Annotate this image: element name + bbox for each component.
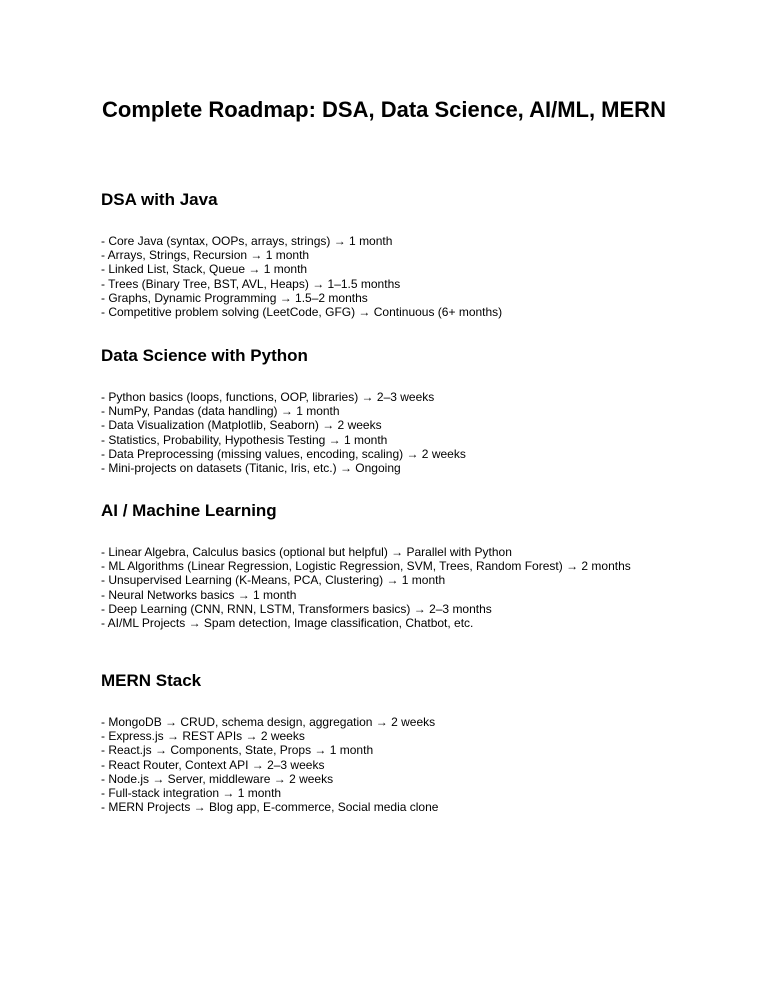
list-item: - Linked List, Stack, Queue → 1 month	[101, 262, 308, 277]
roadmap-list	[101, 545, 661, 630]
section-heading: AI / Machine Learning	[101, 501, 277, 520]
roadmap-list	[101, 715, 661, 814]
list-item: - Python basics (loops, functions, OOP, libraries) → 2–3 weeks	[101, 390, 435, 404]
list-item: - Graphs, Dynamic Programming → 1.5–2 months	[101, 290, 368, 305]
roadmap-list	[101, 390, 661, 475]
list-item: - Data Visualization (Matplotlib, Seaborn) → 2 weeks	[101, 418, 382, 433]
list-item: - Linear Algebra, Calculus basics (optional but helpful) → Parallel with Python	[101, 545, 512, 559]
list-item: - Express.js → REST APIs → 2 weeks	[101, 729, 305, 744]
list-item: - Full-stack integration → 1 month	[101, 786, 282, 801]
list-item: - Node.js → Server, middleware → 2 weeks	[101, 771, 334, 786]
section-dsa-with-java	[101, 190, 661, 319]
list-item: - Mini-projects on datasets (Titanic, Iris, etc.) → Ongoing	[101, 461, 401, 476]
section-heading: Data Science with Python	[101, 346, 308, 365]
section-ai-machine-learning	[101, 501, 661, 630]
list-item: - MongoDB → CRUD, schema design, aggregation → 2 weeks	[101, 715, 436, 729]
list-item: - Neural Networks basics → 1 month	[101, 587, 297, 602]
list-item: - Unsupervised Learning (K-Means, PCA, Clustering) → 1 month	[101, 573, 446, 588]
roadmap-list	[101, 234, 661, 319]
section-data-science-with-python	[101, 346, 661, 475]
list-item: - ML Algorithms (Linear Regression, Logistic Regression, SVM, Trees, Random Forest) → 2 months	[101, 559, 631, 574]
list-item: - Deep Learning (CNN, RNN, LSTM, Transformers basics) → 2–3 months	[101, 601, 492, 616]
list-item: - React.js → Components, State, Props → 1 month	[101, 743, 374, 758]
list-item: - AI/ML Projects → Spam detection, Image classification, Chatbot, etc.	[101, 616, 474, 631]
list-item: - Arrays, Strings, Recursion → 1 month	[101, 248, 310, 263]
section-heading: MERN Stack	[101, 671, 202, 690]
document-title: Complete Roadmap: DSA, Data Science, AI/ML, MERN	[102, 97, 666, 122]
list-item: - NumPy, Pandas (data handling) → 1 month	[101, 404, 340, 419]
list-item: - Competitive problem solving (LeetCode, GFG) → Continuous (6+ months)	[101, 305, 503, 320]
list-item: - Statistics, Probability, Hypothesis Testing → 1 month	[101, 432, 388, 447]
list-item: - MERN Projects → Blog app, E-commerce, Social media clone	[101, 800, 439, 815]
list-item: - Trees (Binary Tree, BST, AVL, Heaps) → 1–1.5 months	[101, 276, 401, 291]
section-heading: DSA with Java	[101, 190, 218, 209]
section-mern-stack	[101, 671, 661, 814]
list-item: - Core Java (syntax, OOPs, arrays, strings) → 1 month	[101, 234, 393, 248]
list-item: - Data Preprocessing (missing values, encoding, scaling) → 2 weeks	[101, 446, 466, 461]
list-item: - React Router, Context API → 2–3 weeks	[101, 757, 325, 772]
